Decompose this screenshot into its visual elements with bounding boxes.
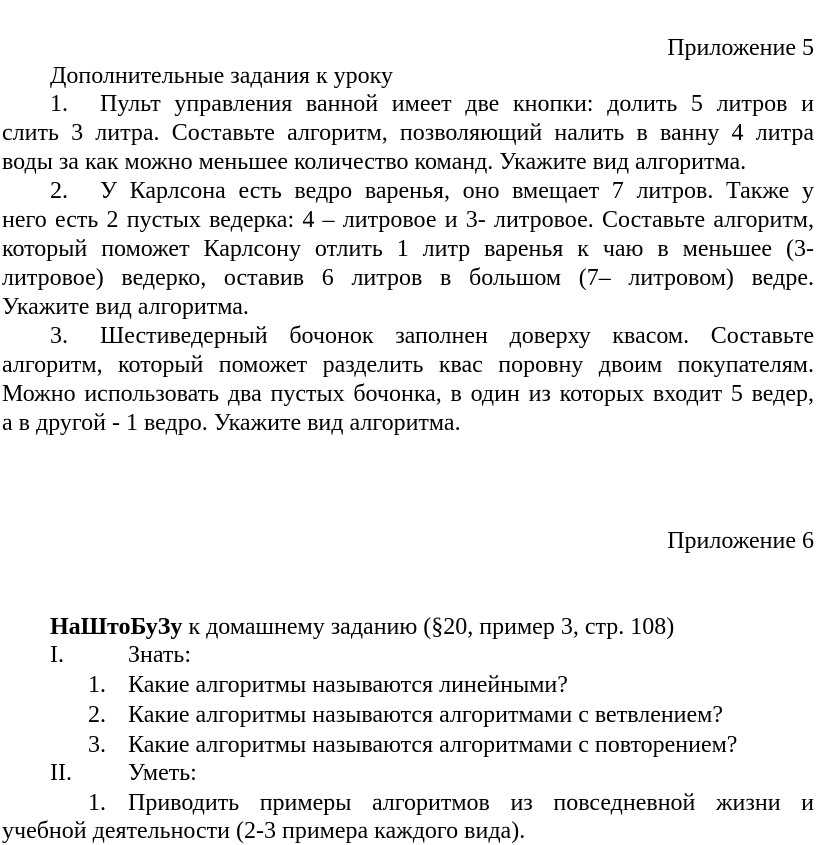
- task-1-number: 1.: [50, 91, 68, 117]
- appendix6-title: Приложение 6: [667, 528, 814, 554]
- task-2-line-5: Укажите вид алгоритма.: [2, 294, 249, 320]
- section-2-item-1-line-1: Приводить примеры алгоритмов из повседневной жизни и: [128, 790, 814, 816]
- section-1-item-3-text: Какие алгоритмы называются алгоритмами с повторением?: [128, 732, 738, 758]
- section-1-item-1-number: 1.: [88, 672, 106, 698]
- task-1-line-3: воды за как можно меньшее количество команд. Укажите вид алгоритма.: [2, 149, 747, 175]
- appendix5-title: Приложение 5: [667, 35, 814, 61]
- task-3-line-4: а в другой - 1 ведро. Укажите вид алгоритма.: [2, 410, 461, 436]
- section-2-item-1-first-line: [88, 789, 814, 817]
- section-2-item-1-line-2: учебной деятельности (2-3 примера каждого вида).: [2, 818, 526, 844]
- task-2-number: 2.: [50, 178, 68, 204]
- section-1-item-2-number: 2.: [88, 702, 106, 728]
- section-2-label: Уметь:: [128, 760, 197, 786]
- appendix6-heading-rest: к домашнему заданию (§20, пример 3, стр. 108): [182, 614, 675, 640]
- appendix6-heading-bold: НаШтоБуЗу: [50, 614, 183, 640]
- task-2-line-1: У Карлсона есть ведро варенья, оно вмещает 7 литров. Также у: [100, 178, 814, 204]
- section-2-item-1-number: 1.: [88, 790, 106, 816]
- task-3-number: 3.: [50, 323, 68, 349]
- task-2-line-3: который поможет Карлсону отлить 1 литр варенья к чаю в меньшее (3-: [2, 236, 814, 262]
- task-3-first-line: [50, 322, 814, 350]
- task-3-line-3: Можно использовать два пустых бочонка, в один из которых входит 5 ведер,: [2, 381, 814, 407]
- task-2-first-line: [50, 177, 814, 205]
- section-2-number: II.: [50, 760, 72, 786]
- section-1-item-1-text: Какие алгоритмы называются линейными?: [128, 672, 568, 698]
- section-1-number: I.: [50, 642, 64, 668]
- appendix6-heading: [50, 613, 674, 641]
- section-1-item-3-number: 3.: [88, 732, 106, 758]
- section-1-item-2-text: Какие алгоритмы называются алгоритмами с ветвлением?: [128, 702, 724, 728]
- task-1-line-1: Пульт управления ванной имеет две кнопки: долить 5 литров и: [100, 91, 814, 117]
- task-2-line-4: литровое) ведерко, оставив 6 литров в большом (7– литровом) ведре.: [2, 265, 814, 291]
- task-2-line-2: него есть 2 пустых ведерка: 4 – литровое и 3- литровое. Составьте алгоритм,: [2, 207, 814, 233]
- appendix5-heading: Дополнительные задания к уроку: [50, 63, 393, 89]
- task-1-first-line: [50, 90, 814, 118]
- task-3-line-2: алгоритм, который поможет разделить квас поровну двоим покупателям.: [2, 352, 814, 378]
- task-1-line-2: слить 3 литра. Составьте алгоритм, позволяющий налить в ванну 4 литра: [2, 120, 814, 146]
- section-1-label: Знать:: [128, 642, 191, 668]
- task-3-line-1: Шестиведерный бочонок заполнен доверху квасом. Составьте: [100, 323, 814, 349]
